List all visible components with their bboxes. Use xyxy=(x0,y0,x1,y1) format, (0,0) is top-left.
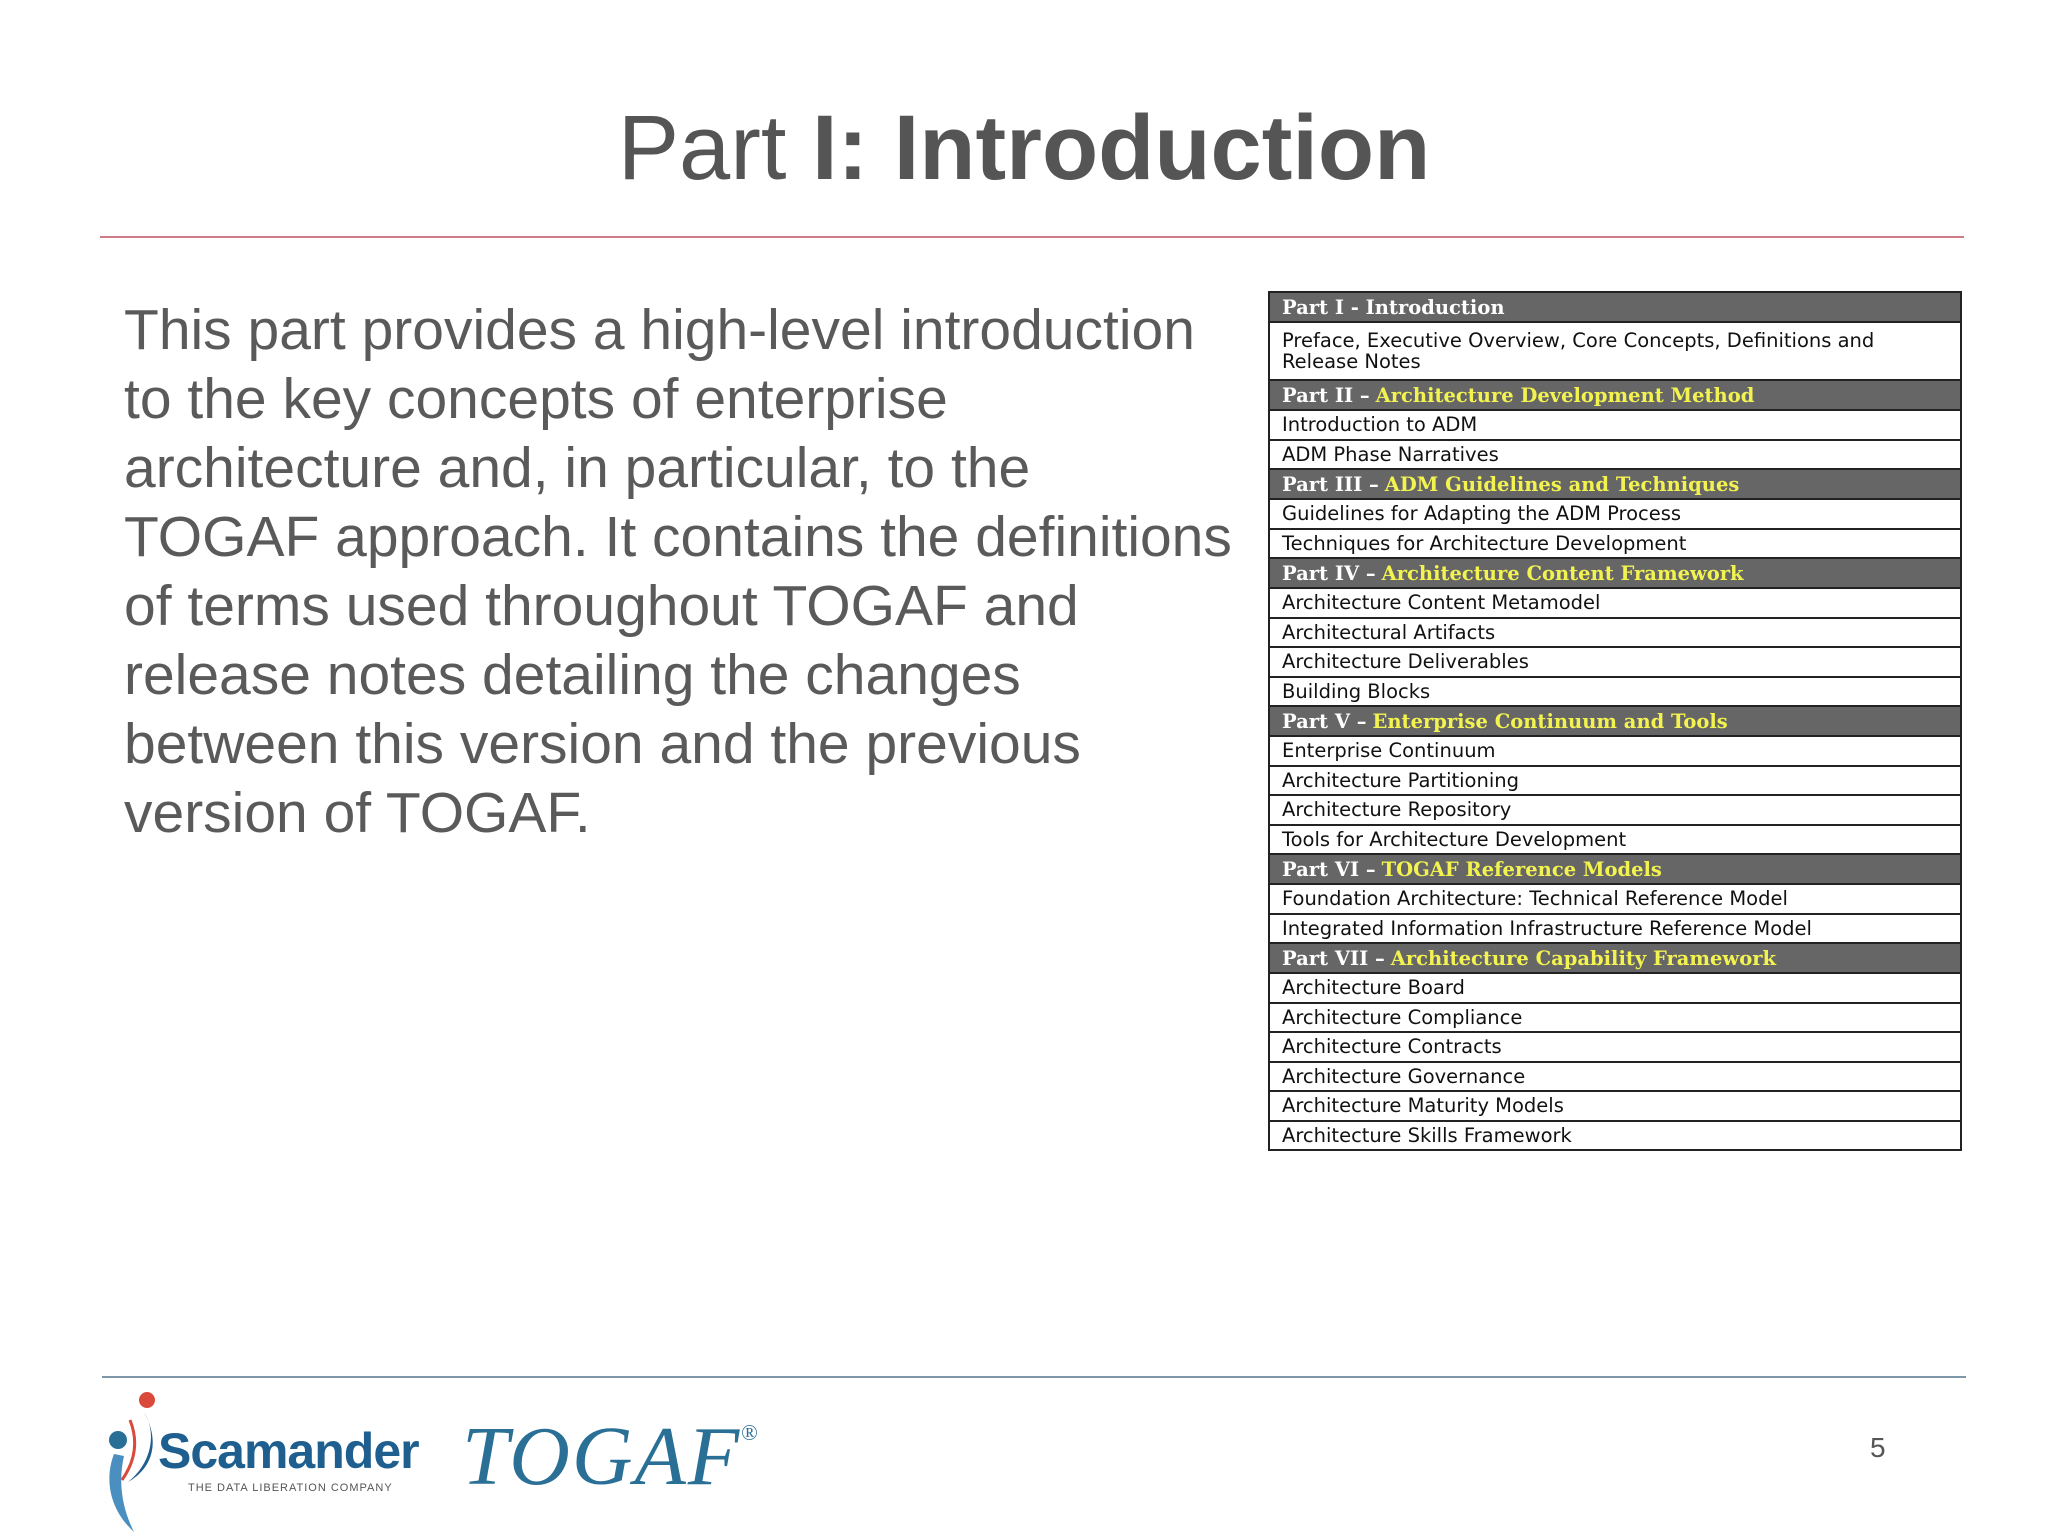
toc-item: Architecture Content Metamodel xyxy=(1270,589,1960,619)
registered-mark: ® xyxy=(741,1420,760,1445)
footer-divider xyxy=(102,1376,1966,1378)
slide-title xyxy=(0,98,2048,199)
toc-item: Architecture Board xyxy=(1270,974,1960,1004)
toc-part-name: Architecture Content Framework xyxy=(1381,561,1744,585)
toc-item: Integrated Information Infrastructure Reference Model xyxy=(1270,915,1960,945)
toc-part-name: ADM Guidelines and Techniques xyxy=(1384,472,1740,496)
toc-part-name: Architecture Capability Framework xyxy=(1390,946,1777,970)
scamander-name: Scamander xyxy=(158,1423,419,1479)
toc-part-header-4 xyxy=(1270,559,1960,589)
toc-part-header-5 xyxy=(1270,707,1960,737)
toc-part-prefix: Part III – xyxy=(1282,472,1379,496)
toc-part-prefix: Part VI – xyxy=(1282,857,1376,881)
toc-item: Guidelines for Adapting the ADM Process xyxy=(1270,500,1960,530)
toc-item: Architecture Deliverables xyxy=(1270,648,1960,678)
scamander-logo xyxy=(100,1390,420,1535)
toc-item: Building Blocks xyxy=(1270,678,1960,708)
toc-part-prefix: Part V – xyxy=(1282,709,1367,733)
toc-part-name: Enterprise Continuum and Tools xyxy=(1372,709,1728,733)
toc-item: Architecture Compliance xyxy=(1270,1004,1960,1034)
toc-part-prefix: Part II – xyxy=(1282,383,1370,407)
toc-part-prefix: Part IV – xyxy=(1282,561,1376,585)
toc-part-header-6 xyxy=(1270,855,1960,885)
title-main: I: Introduction xyxy=(811,97,1431,199)
toc-item: ADM Phase Narratives xyxy=(1270,441,1960,471)
toc-item: Introduction to ADM xyxy=(1270,411,1960,441)
toc-item: Preface, Executive Overview, Core Concepts, Definitions and Release Notes xyxy=(1270,323,1960,381)
title-part-word: Part xyxy=(617,97,787,199)
toc-item: Foundation Architecture: Technical Reference Model xyxy=(1270,885,1960,915)
toc-item: Techniques for Architecture Development xyxy=(1270,530,1960,560)
toc-part-name: Architecture Development Method xyxy=(1375,383,1755,407)
toc-part-header-7 xyxy=(1270,944,1960,974)
toc-item: Architecture Repository xyxy=(1270,796,1960,826)
intro-paragraph: This part provides a high-level introduction to the key concepts of enterprise architecture and, in particular, to the TOGAF approach. It contains the definitions of terms used throughout TOGAF and release notes detailing the changes between this version and the previous version of TOGAF. xyxy=(124,298,1232,845)
toc-part-header-2 xyxy=(1270,381,1960,411)
togaf-logo-text: TOGAF xyxy=(462,1410,742,1503)
title-divider xyxy=(100,236,1964,238)
page-number: 5 xyxy=(1870,1432,1886,1463)
toc-item: Enterprise Continuum xyxy=(1270,737,1960,767)
toc-item: Architecture Partitioning xyxy=(1270,767,1960,797)
toc-part-name: TOGAF Reference Models xyxy=(1381,857,1662,881)
toc-part-label: Part I - Introduction xyxy=(1282,295,1505,319)
toc-part-header-1 xyxy=(1270,293,1960,323)
toc-item: Architectural Artifacts xyxy=(1270,619,1960,649)
toc-part-prefix: Part VII – xyxy=(1282,946,1385,970)
toc-part-header-3 xyxy=(1270,470,1960,500)
scamander-tagline: THE DATA LIBERATION COMPANY xyxy=(188,1482,393,1494)
toc-item: Architecture Skills Framework xyxy=(1270,1122,1960,1150)
toc-item: Tools for Architecture Development xyxy=(1270,826,1960,856)
togaf-structure-table xyxy=(1268,291,1962,1151)
toc-item: Architecture Maturity Models xyxy=(1270,1092,1960,1122)
togaf-logo xyxy=(462,1408,760,1505)
toc-item: Architecture Contracts xyxy=(1270,1033,1960,1063)
toc-item: Architecture Governance xyxy=(1270,1063,1960,1093)
